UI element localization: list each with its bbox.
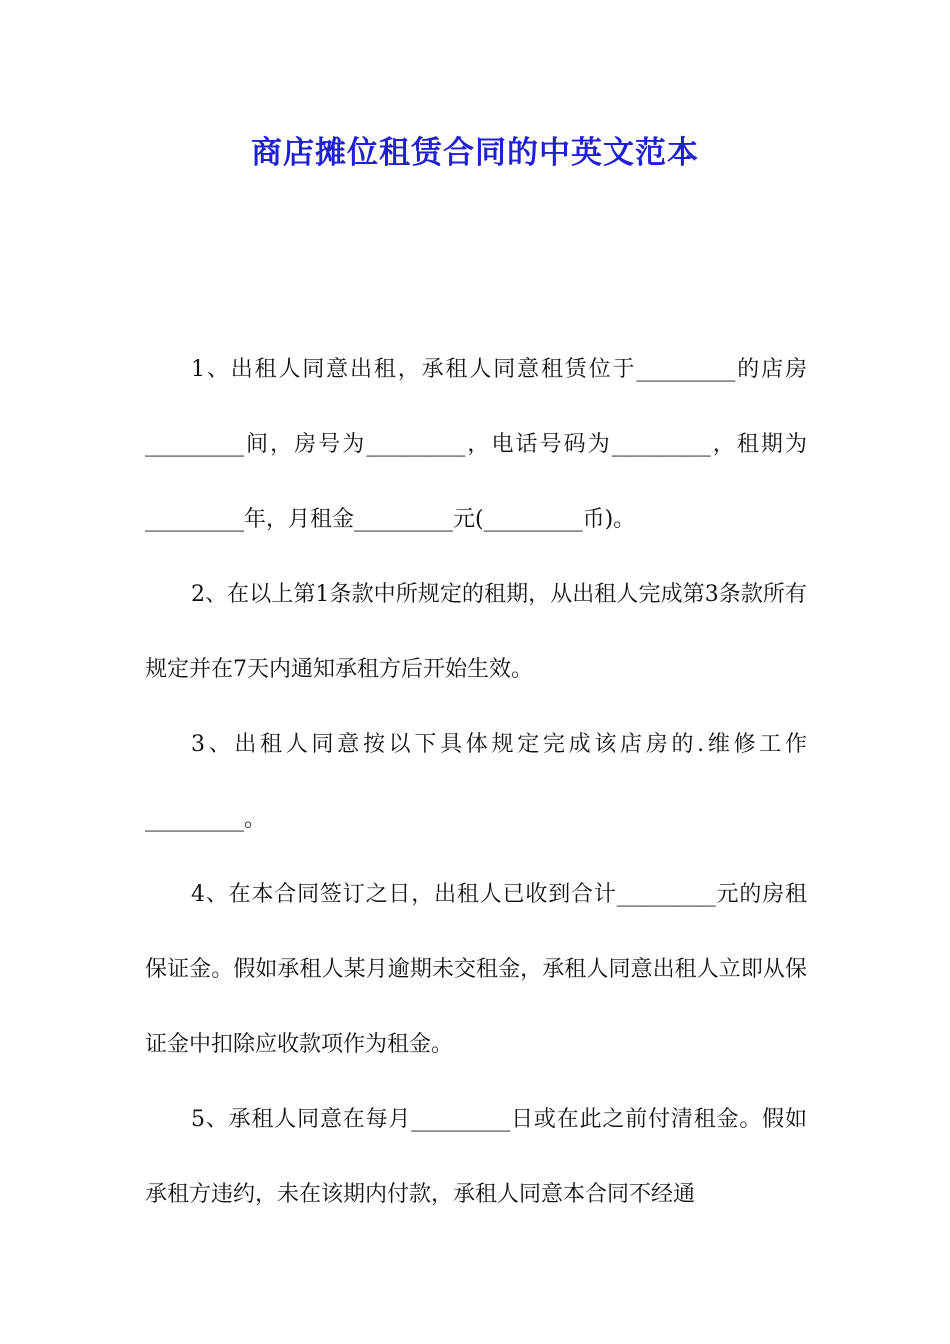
clause-4: 4、在本合同签订之日，出租人已收到合计_________元的房租保证金。假如承租人某月逾期未交租金，承租人同意出租人立即从保证金中扣除应收款项作为租金。 — [145, 882, 807, 1057]
document-body — [145, 332, 807, 1232]
clause-1: 1、出租人同意出租，承租人同意租赁位于_________的店房_________间，房号为_________，电话号码为_________，租期为_________年，月租金_________元(_________币)。 — [145, 357, 807, 532]
clause-5: 5、承租人同意在每月_________日或在此之前付清租金。假如承租方违约，未在该期内付款，承租人同意本合同不经通 — [145, 1107, 807, 1207]
document-title: 商店摊位租赁合同的中英文范本 — [251, 135, 699, 171]
clause-2: 2、在以上第1条款中所规定的租期，从出租人完成第3条款所有规定并在7天内通知承租方后开始生效。 — [145, 582, 807, 682]
clause-3: 3、出租人同意按以下具体规定完成该店房的.维修工作_________。 — [145, 732, 807, 832]
